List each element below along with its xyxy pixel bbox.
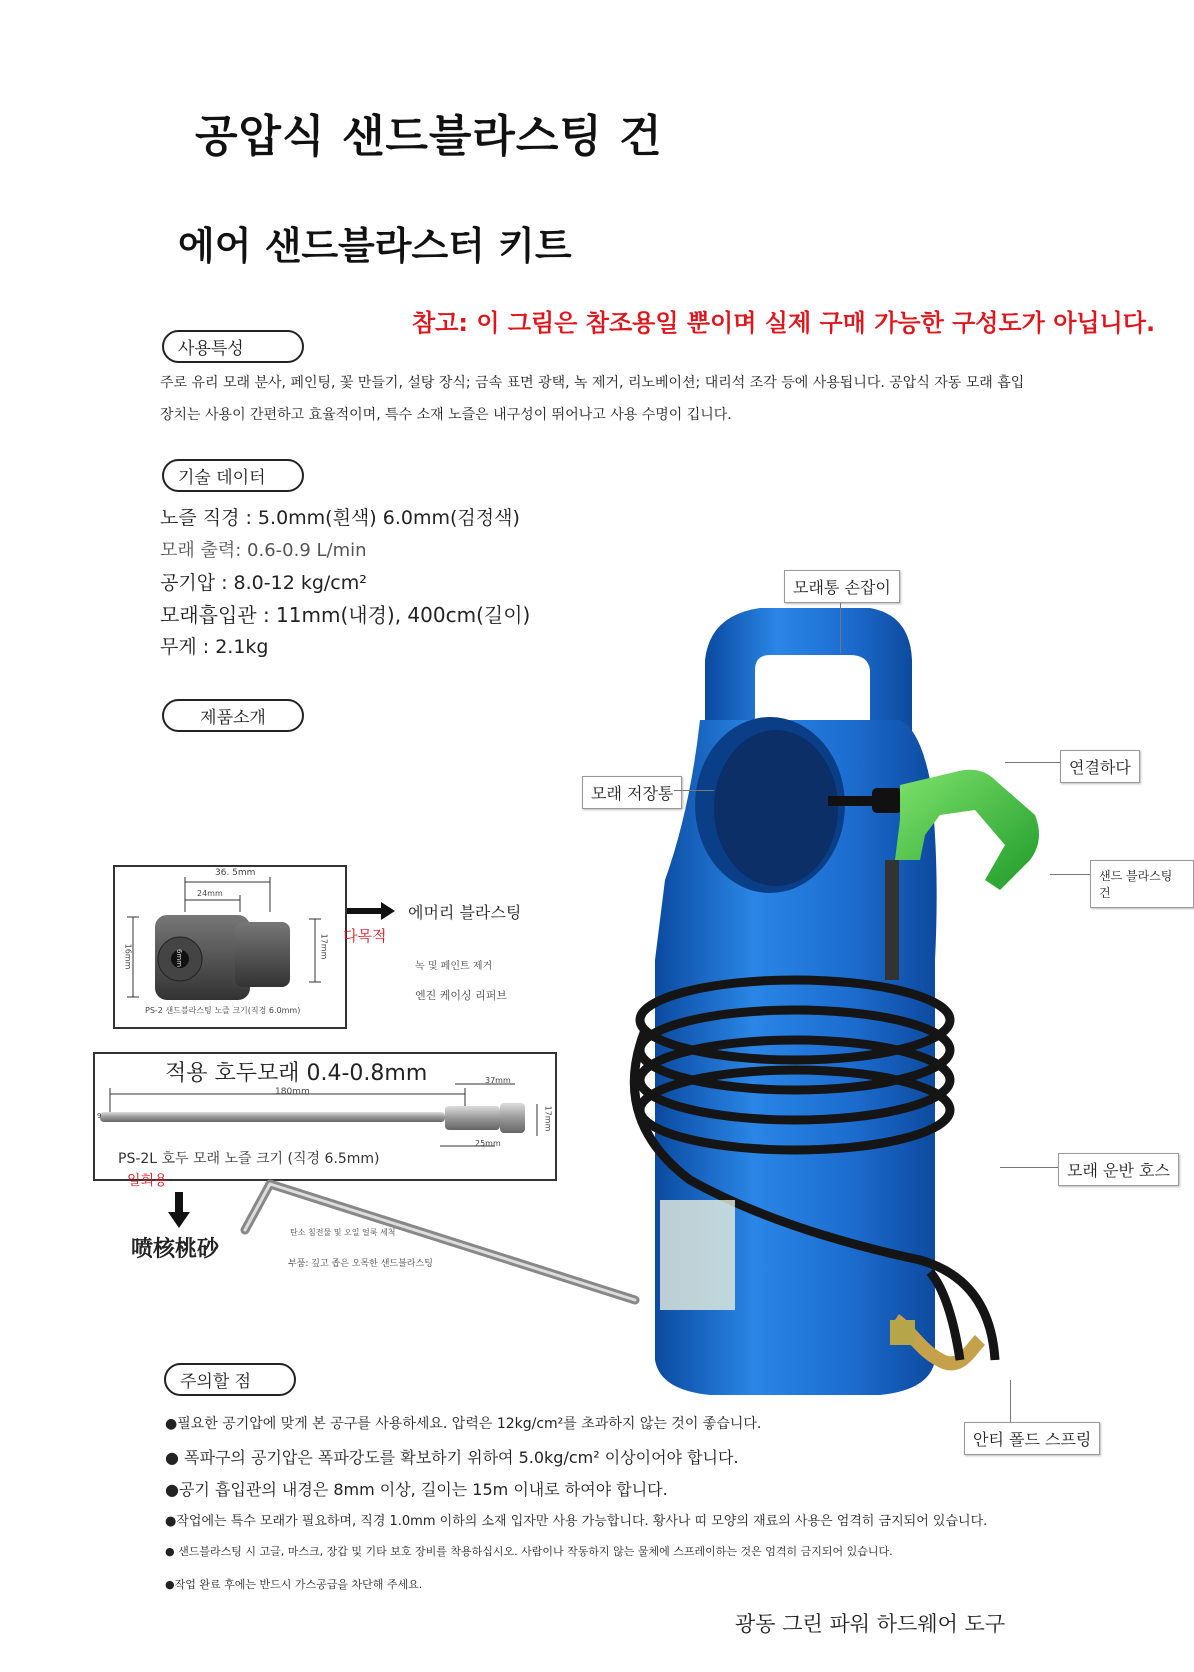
multi-purpose-label: 다목적: [343, 927, 387, 945]
spec-nozzle: 노즐 직경 : 5.0mm(흰색) 6.0mm(검정색): [160, 507, 520, 529]
dim-inner: 24mm: [197, 889, 223, 898]
disposable-label: 일회용: [127, 1173, 168, 1189]
walnut-sand-header: 적용 호두모래 0.4-0.8mm: [165, 1061, 428, 1086]
usage-line-2: 장치는 사용이 간편하고 효율적이며, 특수 소재 노즐은 내구성이 뛰어나고 사용 수명이 깁니다.: [160, 407, 732, 423]
caution-heading: [164, 1363, 296, 1396]
callout-line-hose: [1000, 1167, 1058, 1168]
reference-note: 참고: 이 그림은 참조용일 뿐이며 실제 구매 가능한 구성도가 아닙니다.: [412, 309, 1156, 337]
callout-line-tank: [674, 790, 714, 791]
caution-heading-label: 주의할 점: [180, 1372, 252, 1392]
spec-weight: 무게 : 2.1kg: [160, 636, 269, 658]
caution-item-6: ●작업 완료 후에는 반드시 가스공급을 차단해 주세요.: [165, 1578, 423, 1591]
walnut-sand-cn-label: 喷核桃砂: [131, 1237, 220, 1262]
intro-heading: [162, 699, 304, 732]
dim-length: 180mm: [275, 1087, 310, 1097]
arrow-right-icon: [347, 902, 397, 920]
rod-note-1: 탄소 침전물 및 오일 얼룩 세척: [290, 1228, 396, 1237]
dim-top: 36. 5mm: [215, 868, 256, 878]
caution-item-3: ●공기 흡입관의 내경은 8mm 이상, 길이는 15m 이내로 하여야 합니다.: [165, 1480, 668, 1499]
dim-hole: 6mm: [175, 948, 184, 968]
usage-line-1: 주로 유리 모래 분사, 페인팅, 꽃 만들기, 설탕 장식; 금속 표면 광택, 녹 제거, 리노베이션; 대리석 조각 등에 사용됩니다. 공압식 자동 모래 흡입: [160, 375, 1025, 391]
dim-right: 17mm: [319, 933, 329, 960]
callout-sand-tank: 모래 저장통: [582, 776, 682, 809]
use-rust-paint: 녹 및 페인트 제거: [415, 961, 493, 972]
spec-output: 모래 출력: 0.6-0.9 L/min: [160, 540, 367, 561]
callout-line-spring: [1010, 1380, 1011, 1422]
caution-item-2: ● 폭파구의 공기압은 폭파강도를 확보하기 위하여 5.0kg/cm² 이상이어야 합니다.: [165, 1448, 739, 1467]
dim-tip: 37mm: [485, 1076, 511, 1085]
dim-left-end: 9: [97, 1112, 102, 1120]
page-subtitle: 에어 샌드블라스터 키트: [178, 224, 572, 268]
tech-heading: [162, 459, 304, 492]
company-name: 광동 그린 파워 하드웨어 도구: [735, 1612, 1006, 1636]
nozzle-ps2l-panel: [93, 1052, 557, 1181]
arrow-down-icon: [168, 1192, 190, 1228]
spec-intake: 모래흡입관 : 11mm(내경), 400cm(길이): [160, 603, 531, 627]
emery-label: 에머리 블라스팅: [408, 903, 522, 922]
use-engine-casing: 엔진 케이싱 리퍼브: [415, 989, 508, 1002]
intro-heading-label: 제품소개: [200, 708, 266, 728]
dim-diameter: 17mm: [543, 1105, 553, 1132]
page-title: 공압식 샌드블라스팅 건: [195, 111, 663, 162]
nozzle-ps2-caption: PS-2 샌드블라스팅 노즐 크기(직경 6.0mm): [145, 1006, 301, 1015]
callout-line-gun: [1050, 874, 1090, 875]
callout-blasting-gun: 샌드 블라스팅 건: [1090, 860, 1194, 908]
callout-line-handle: [840, 603, 841, 653]
caution-item-1: ●필요한 공기압에 맞게 본 공구를 사용하세요. 압력은 12kg/cm²를 초과하지 않는 것이 좋습니다.: [165, 1416, 762, 1432]
bent-rod-illustration: [240, 1172, 650, 1312]
tech-heading-label: 기술 데이터: [178, 468, 266, 488]
callout-tank-handle: 모래통 손잡이: [784, 570, 900, 603]
dim-left: 16mm: [123, 943, 133, 970]
callout-line-connect: [1005, 762, 1060, 763]
nozzle-ps2-panel: [113, 865, 347, 1029]
usage-heading-label: 사용특성: [178, 339, 244, 359]
usage-heading: [162, 330, 304, 363]
callout-connect: 연결하다: [1060, 750, 1140, 783]
sandblaster-illustration: [600, 560, 1160, 1420]
caution-item-4: ●작업에는 특수 모래가 필요하며, 직경 1.0mm 이하의 소재 입자만 사용 가능합니다. 황사나 띠 모양의 재료의 사용은 엄격히 금지되어 있습니다.: [165, 1514, 988, 1529]
rod-note-2: 부품: 깊고 좁은 오목한 샌드블라스팅: [288, 1259, 433, 1269]
callout-sand-hose: 모래 운반 호스: [1058, 1153, 1179, 1186]
spec-pressure: 공기압 : 8.0-12 kg/cm²: [160, 572, 367, 594]
dim-tip-2: 25mm: [475, 1139, 501, 1148]
caution-item-5: ● 샌드블라스팅 시 고글, 마스크, 장갑 및 기타 보호 장비를 착용하십시오. 사람이나 작동하지 않는 물체에 스프레이하는 것은 엄격히 금지되어 있습니다.: [165, 1545, 893, 1558]
callout-anti-fold-spring: 안티 폴드 스프링: [964, 1422, 1100, 1455]
nozzle-ps2l-caption: PS-2L 호두 모래 노즐 크기 (직경 6.5mm): [118, 1151, 380, 1167]
nozzle-ps2-illustration: [115, 867, 345, 1027]
